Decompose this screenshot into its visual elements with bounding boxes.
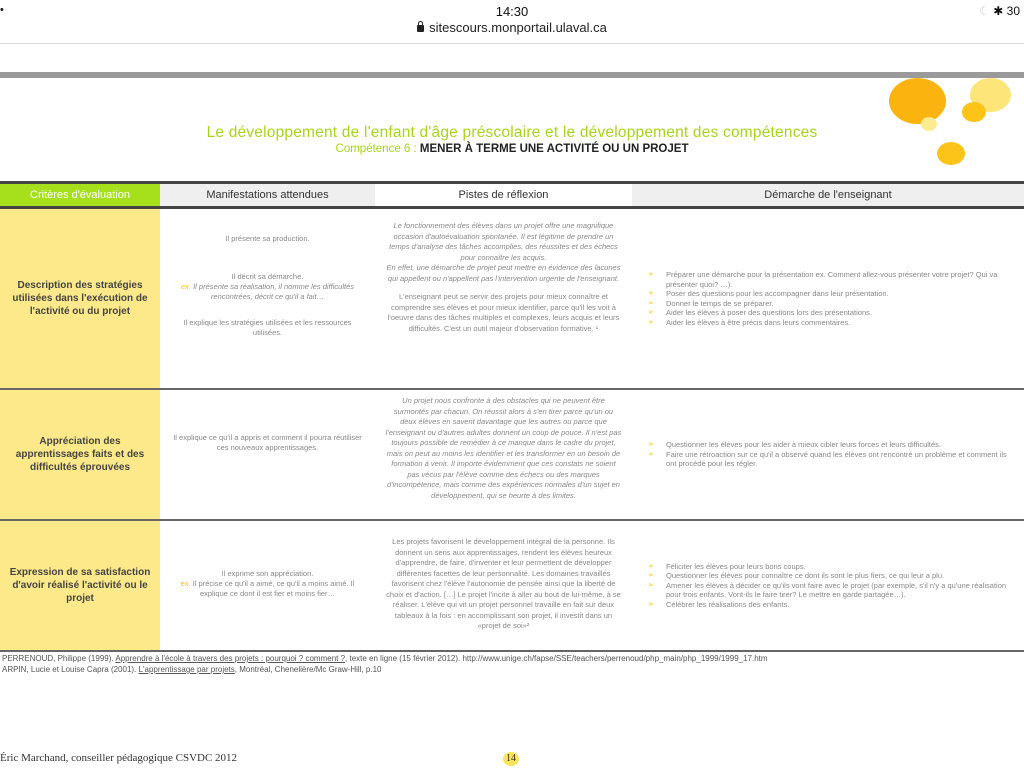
manifestations-cell [160,390,375,519]
header-manifestations: Manifestations attendues [160,184,375,206]
arrow-bullet-icon: ➢ [648,290,654,297]
competence-subtitle [0,143,1024,155]
list-item: ➢ Questionner les élèves pour connaître ce dont ils sont le plus fiers, ce qui leur a plu. [648,571,945,581]
clock: 14:30 [495,4,529,19]
footer-author: Éric Marchand, conseiller pédagogique CSVDC 2012 [0,752,238,764]
piste-text: Les projets favorisent le développement intégral de la personne. Ils donnent un sens aux apprentissages, rendent les élèves heureux d'apprendre, de faire, d'inventer et leur permettent de développer différentes facettes de leur personnalité. Les domaines travaillés favorisent chez l'élève l'autonomie de pensée ainsi que la liberté de choix et d'action. […] Le projet l'incite à aller au bout de lui-même, à se réaliser. L'élève qui vit un projet personnel travaille en fait sur deux tableaux à la fois : en accomplissant son projet, il investit dans un «projet de soi»² [386,537,621,630]
table-header [0,181,1024,209]
competence-name: MENER À TERME UNE ACTIVITÉ OU UN PROJET [419,143,689,155]
manifestation-text: Il explique les stratégies utilisées et les ressources utilisées. [183,318,352,337]
arrow-bullet-icon: ➢ [648,318,654,326]
battery-level: 30 [1006,4,1020,18]
competence-label: Compétence 6 : [335,143,420,155]
list-item: ➢ Célébrer les réalisations des enfants. [648,599,790,609]
arrow-bullet-icon: ➢ [648,309,654,316]
table-row [0,521,1024,652]
criterion-cell: Expression de sa satisfaction d'avoir réalisé l'activité ou le projet [0,521,160,650]
demarche-cell [632,209,1024,388]
lock-icon [417,25,424,32]
reference-item: PERRENOUD, Philippe (1999). Apprendre à l'école à travers des projets : pourquoi ? comment ?, texte en ligne (15 février 2012). http://www.unige.ch/fapse/SSE/teachers/perrenoud/php_main/php_1999/1999_17.htm [2,654,768,663]
header-criteria: Critères d'évaluation [0,184,160,206]
manifestation-text: Il précise ce qu'il a aimé, ce qu'il a moins aimé. Il explique ce dont il est fier et moins fier… [192,579,355,598]
table-row [0,209,1024,390]
manifestations-cell [160,521,375,650]
table-row [0,390,1024,521]
manifestation-text: Il décrit sa démarche. [231,272,304,281]
url-text[interactable]: sitescours.monportail.ulaval.ca [429,20,607,35]
piste-text: Un projet nous confronte à des obstacles qui ne peuvent être surmontés par chacun. On réussit alors à s'en tirer parce qu'un ou deux élèves en savent davantage que les autres ou parce que l'enseignant ou d'autres adultes donnent un coup de pouce. Il n'est pas toujours possible de remédier à ce manque dans le cadre du projet, mais on peut au moins les identifier et les transformer en un besoin de formation à venir. Il importe évidemment que ces constats ne soient pas vécus par l'élève comme des échecs ou des marques d'incompétence, mais comme des expériences normales d'un sujet en développement, qui se heurte à des limites. [385,396,622,500]
demarche-cell [632,521,1024,650]
criterion-cell: Description des stratégies utilisées dans l'exécution de l'activité ou du projet [0,209,160,388]
example-label: ex. [180,579,191,588]
manifestations-cell [160,209,375,388]
list-item: ➢ Féliciter les élèves pour leurs bons coups. [648,561,806,571]
manifestation-text: Il présente sa production. [225,234,310,243]
arrow-bullet-icon: ➢ [648,450,654,458]
document-title: Le développement de l'enfant d'âge préscolaire et le développement des compétences [206,124,818,141]
criterion-cell: Appréciation des apprentissages faits et des difficultés éprouvées [0,390,160,519]
arrow-bullet-icon: ➢ [648,572,654,580]
arrow-bullet-icon: ➢ [648,600,654,608]
references [2,653,1022,675]
signal-icon: • [0,4,4,16]
list-item: ➢ Amener les élèves à décider ce qu'ils vont faire avec le projet (par exemple, s'il n'y a qu'une réalisation pour trois enfants. Vont-ils le faire tirer? Le mettre en garde partagée…). [648,580,1007,600]
demarche-cell [632,390,1024,519]
list-item: ➢ Préparer une démarche pour la présentation ex. Comment allez-vous présenter votre projet? Qui va présenter quoi? …). [648,270,998,289]
battery-indicator [979,4,1020,18]
piste-text: Le fonctionnement des élèves dans un projet offre une magnifique occasion d'autoévaluation spontanée. Il est légitime de prendre un temps d'analyse des tâches accomplies, des réussites et des échecs pour connaître les acquis. [389,221,618,262]
reference-link[interactable]: Apprendre à l'école à travers des projets : pourquoi ? comment ? [115,654,346,663]
address-bar[interactable] [0,20,1024,42]
manifestation-text: Il exprime son appréciation. [221,569,314,578]
piste-text: En effet, une démarche de projet peut mettre en évidence des lacunes qui appellent ou n'appellent pas l'intervention urgente de l'enseignant. [386,263,621,283]
bluetooth-icon: ✱ [993,4,1004,18]
list-item: ➢ Poser des questions pour les accompagner dans leur présentation. [648,289,889,298]
header-band [0,72,1024,78]
example-label: ex. [180,282,191,291]
moon-icon: ☾ [979,4,990,18]
manifestation-text: Il présente sa réalisation, il nomme les difficultés rencontrées, décrit ce qu'il a fait… [193,282,354,301]
header-demarche: Démarche de l'enseignant [632,184,1024,206]
page-number: 14 [503,752,519,766]
arrow-bullet-icon: ➢ [648,441,654,449]
list-item: ➢ Donner le temps de se préparer. [648,298,774,308]
list-item: ➢ Aider les élèves à poser des questions lors des présentations. [648,308,872,317]
status-bar [0,0,1024,22]
arrow-bullet-icon: ➢ [648,271,654,278]
list-item: ➢ Questionner les élèves pour les aider à mieux cibler leurs forces et leurs difficultés. [648,440,941,450]
divider [0,43,1024,44]
pistes-cell [375,209,632,388]
header-pistes: Pistes de réflexion [375,184,632,206]
reference-link[interactable]: L'apprentissage par projets [138,665,235,674]
arrow-bullet-icon: ➢ [648,581,654,589]
pistes-cell [375,521,632,650]
decor-bubble-medium [962,102,986,122]
list-item: ➢ Aider les élèves à être précis dans leurs commentaires. [648,317,851,327]
manifestation-text: Il explique ce qu'il a appris et comment il pourra réutiliser ces nouveaux apprentissages. [173,433,362,452]
pistes-cell [375,390,632,519]
list-item: ➢ Faire une rétroaction sur ce qu'il a observé quand les élèves ont rencontré un problème et comment ils ont procédé pour les régler. [648,449,1007,469]
arrow-bullet-icon: ➢ [648,299,654,307]
arrow-bullet-icon: ➢ [648,562,654,570]
reference-item: ARPIN, Lucie et Louise Capra (2001). L'apprentissage par projets, Montréal, Chenelière/Mc Graw-Hill, p.10 [2,665,382,674]
piste-text: L'enseignant peut se servir des projets pour mieux connaître et comprendre ses élèves et pour mieux identifier, parce qu'il les voit à l'oeuvre dans des tâches multiples et complexes, leurs acquis et leurs difficultés. C'est un outil majeur d'observation formative. ¹ [387,292,620,333]
decor-bubble-large [889,78,946,124]
